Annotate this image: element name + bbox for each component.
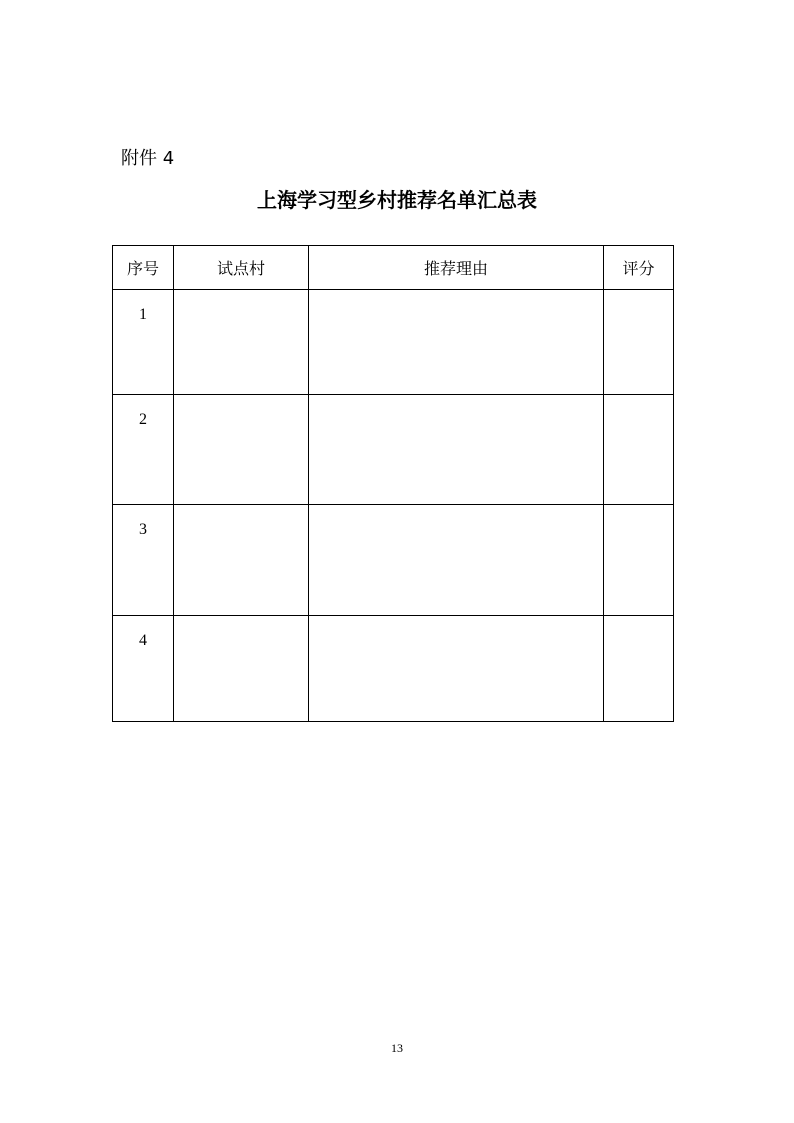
table-row [113,290,674,395]
recommendation-table [112,245,674,722]
header-index: 序号 [113,246,174,290]
row-score-cell [604,616,674,722]
page-number: 13 [391,1041,403,1055]
header-score: 评分 [604,246,674,290]
table-header-row [113,246,674,290]
table-row [113,505,674,616]
header-village: 试点村 [174,246,309,290]
row-reason-cell [309,616,604,722]
table-row [113,616,674,722]
row-reason-cell [309,395,604,505]
row-village-cell [174,290,309,395]
row-village-cell [174,395,309,505]
table-row [113,395,674,505]
row-village-cell [174,505,309,616]
row-score-cell [604,505,674,616]
row-index: 3 [113,505,174,616]
row-reason-cell [309,505,604,616]
row-village-cell [174,616,309,722]
row-score-cell [604,290,674,395]
document-title: 上海学习型乡村推荐名单汇总表 [257,188,537,212]
row-index: 1 [113,290,174,395]
row-reason-cell [309,290,604,395]
header-reason: 推荐理由 [309,246,604,290]
row-score-cell [604,395,674,505]
row-index: 2 [113,395,174,505]
attachment-label: 附件 4 [121,148,175,169]
row-index: 4 [113,616,174,722]
